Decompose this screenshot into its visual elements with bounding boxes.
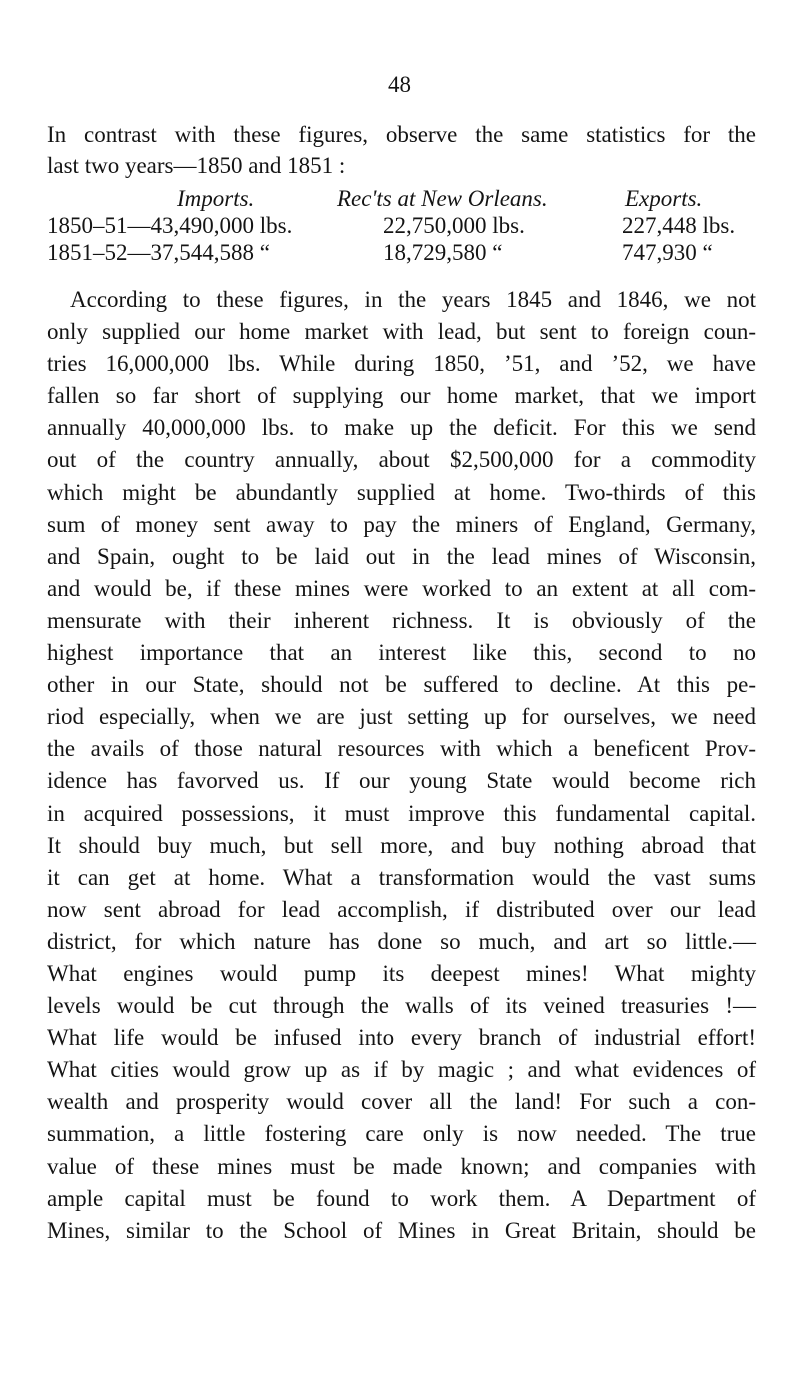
text-line: value of these mines must be made known; and companies with (47, 1153, 756, 1179)
text-line: the avails of those natural resources with which a beneficent Prov- (47, 736, 756, 762)
text-line: fallen so far short of supplying our home market, that we import (47, 383, 756, 409)
table-cell-imports: 1851–52—37,544,588 “ (47, 240, 270, 265)
text-line: other in our State, should not be suffered to decline. At this pe- (47, 672, 756, 698)
text-line: now sent abroad for lead accomplish, if distributed over our lead (47, 896, 756, 922)
text-line: mensurate with their inherent richness. It is obviously of the (47, 607, 756, 633)
text-line: summation, a little fostering care only is now needed. The true (47, 1121, 756, 1147)
body-paragraph (47, 284, 756, 1247)
text-line: It should buy much, but sell more, and buy nothing abroad that (47, 832, 756, 858)
text-line: annually 40,000,000 lbs. to make up the deficit. For this we send (47, 415, 756, 441)
text-line: idence has favorved us. If our young State would become rich (47, 768, 756, 794)
text-line: and would be, if these mines were worked to an extent at all com- (47, 575, 756, 601)
text-line: in acquired possessions, it must improve this fundamental capital. (47, 800, 756, 826)
text-line: only supplied our home market with lead, but sent to foreign coun- (47, 319, 756, 345)
text-line: levels would be cut through the walls of its veined treasuries !— (47, 993, 756, 1019)
text-line: ample capital must be found to work them. A Department of (47, 1185, 756, 1211)
table-cell-exports: 227,448 lbs. (622, 213, 736, 238)
header-receipts-new-orleans: Rec'ts at New Orleans. (337, 186, 548, 211)
page-number: 48 (388, 72, 411, 97)
text-line: wealth and prosperity would cover all the land! For such a con- (47, 1089, 756, 1115)
lead-statistics-table (47, 185, 756, 266)
table-cell-exports: 747,930 “ (622, 240, 713, 265)
intro-paragraph (47, 119, 756, 181)
table-header-row (47, 185, 756, 212)
table-row (47, 212, 756, 239)
text-line: and Spain, ought to be laid out in the lead mines of Wisconsin, (47, 543, 756, 569)
table-cell-receipts: 18,729,580 “ (383, 240, 503, 265)
text-line: Mines, similar to the School of Mines in Great Britain, should be (47, 1217, 756, 1243)
text-line: What engines would pump its deepest mines! What mighty (47, 960, 756, 986)
text-line: tries 16,000,000 lbs. While during 1850, ’51, and ’52, we have (47, 351, 756, 377)
text-line: district, for which nature has done so much, and art so little.— (47, 928, 756, 954)
header-imports: Imports. (177, 186, 255, 211)
text-line: What cities would grow up as if by magic ; and what evidences of (47, 1057, 756, 1083)
text-line: sum of money sent away to pay the miners of England, Germany, (47, 511, 756, 537)
intro-line: last two years—1850 and 1851 : (47, 153, 346, 178)
text-line: riod especially, when we are just setting up for ourselves, we need (47, 704, 756, 730)
text-line: it can get at home. What a transformation would the vast sums (47, 864, 756, 890)
text-line: which might be abundantly supplied at home. Two-thirds of this (47, 479, 756, 505)
table-cell-receipts: 22,750,000 lbs. (383, 213, 525, 238)
text-line: out of the country annually, about $2,500,000 for a commodity (47, 447, 756, 473)
header-exports: Exports. (625, 186, 703, 211)
text-line: According to these figures, in the years 1845 and 1846, we not (70, 287, 756, 312)
text-line: What life would be infused into every branch of industrial effort! (47, 1025, 756, 1051)
intro-line: In contrast with these figures, observe the same statistics for the (47, 122, 756, 147)
table-cell-imports: 1850–51—43,490,000 lbs. (47, 213, 293, 238)
table-row (47, 239, 756, 266)
text-line: highest importance that an interest like this, second to no (47, 640, 756, 666)
